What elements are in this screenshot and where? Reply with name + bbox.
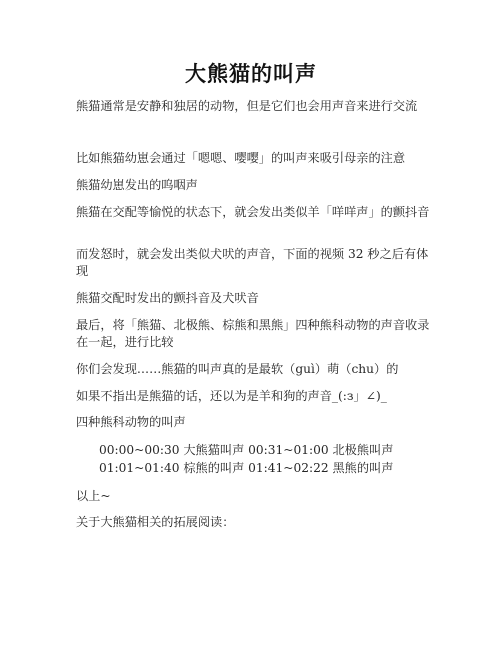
paragraph-ending: 以上~ [76,489,111,503]
paragraph-intro: 熊猫通常是安静和独居的动物，但是它们也会用声音来进行交流 [76,99,418,113]
paragraph-mating-bleat: 熊猫在交配等愉悦的状态下，就会发出类似羊「咩咩声」的颤抖音 [76,205,430,219]
paragraph-video-caption-2: 四种熊科动物的叫声 [76,415,186,429]
page-title: 大熊猫的叫声 [185,62,317,86]
paragraph-sheep-dog: 如果不指出是熊猫的话，还以为是羊和狗的声音_(:з」∠)_ [76,389,387,403]
paragraph-further-reading: 关于大熊猫相关的拓展阅读： [76,515,235,529]
paragraph-angry-bark: 而发怒时，就会发出类似犬吠的声音，下面的视频 32 秒之后有体现 [76,247,429,278]
paragraph-video-caption-1: 熊猫交配时发出的颤抖音及犬吠音 [76,291,259,305]
timestamp-line: 01:01~01:40 棕熊的叫声 01:41~02:22 黑熊的叫声 [99,461,394,475]
timestamp-line: 00:00~00:30 大熊猫叫声 00:31~01:00 北极熊叫声 [99,443,394,457]
paragraph-softest: 你们会发现……熊猫的叫声真的是最软（guì）萌（chu）的 [76,362,399,376]
paragraph-cub-call: 比如熊猫幼崽会通过「嗯嗯、嘤嘤」的叫声来吸引母亲的注意 [76,151,406,165]
paragraph-comparison: 最后，将「熊猫、北极熊、棕熊和黑熊」四种熊科动物的声音收录在一起，进行比较 [76,318,430,349]
paragraph-cub-whimper: 熊猫幼崽发出的呜咽声 [76,178,198,192]
